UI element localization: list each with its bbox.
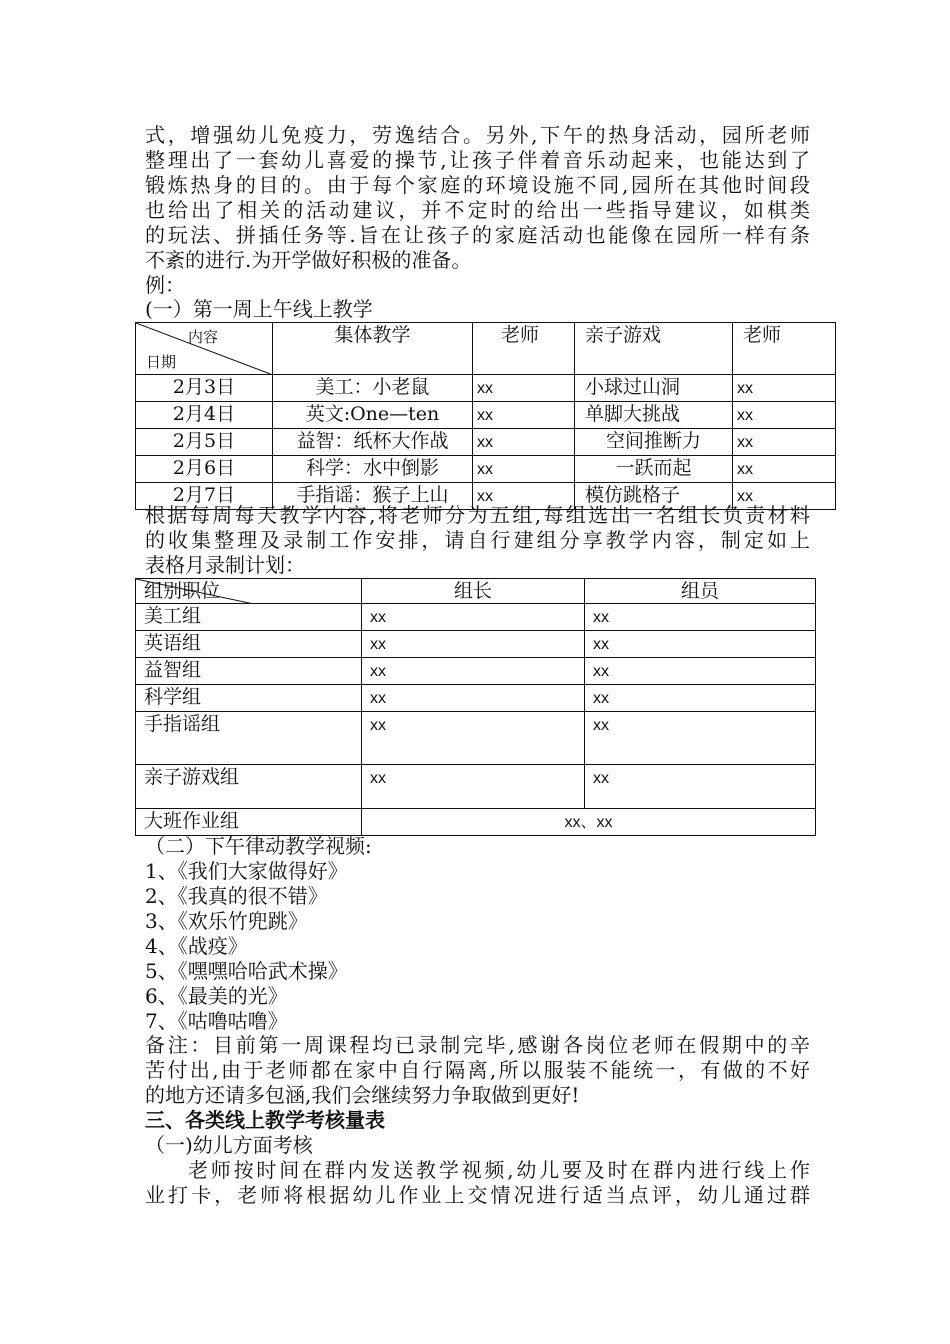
homework-members-cell: xx、xx (362, 809, 816, 836)
header-cell: 老师 (473, 323, 575, 375)
table-row (136, 402, 836, 429)
lesson-cell: 英文:One—ten (273, 402, 473, 429)
table-row (136, 712, 816, 765)
table-row (136, 765, 816, 809)
teacher-cell: xx (733, 429, 836, 456)
member-cell: xx (585, 685, 816, 712)
corner-cell (136, 323, 273, 375)
member-cell: xx (585, 658, 816, 685)
note-line: 备注：目前第一周课程均已录制完毕,感谢各岗位老师在假期中的辛 (145, 1033, 810, 1057)
intro-line: 不紊的进行.为开学做好积极的准备。 (145, 248, 472, 272)
table-row (136, 604, 816, 631)
game-cell: 小球过山洞 (575, 375, 733, 402)
intro-line: 式，增强幼儿免疫力，劳逸结合。另外,下午的热身活动，园所老师 (145, 123, 810, 147)
teacher-cell: xx (733, 375, 836, 402)
group-assignment-table (135, 578, 816, 836)
date-cell: 2月7日 (136, 483, 273, 510)
member-cell: xx (585, 604, 816, 631)
group-name-cell: 美工组 (136, 604, 362, 631)
video-item: 1、《我们大家做得好》 (145, 859, 348, 883)
week1-heading: (一）第一周上午线上教学 (145, 297, 373, 321)
video-item: 7、《咕噜咕噜》 (145, 1009, 288, 1033)
header-cell: 组长 (362, 579, 585, 604)
table-row (136, 658, 816, 685)
game-cell: 空间推断力 (575, 429, 733, 456)
video-item: 3、《欢乐竹兜跳》 (145, 909, 308, 933)
lesson-cell: 科学：水中倒影 (273, 456, 473, 483)
member-cell: xx (585, 712, 816, 765)
section3-subtitle: （一)幼儿方面考核 (145, 1133, 313, 1157)
corner-top-label: 内容 (188, 328, 219, 346)
date-cell: 2月3日 (136, 375, 273, 402)
video-item: 6、《最美的光》 (145, 984, 288, 1008)
corner-cell (136, 579, 362, 604)
teacher-cell: xx (733, 456, 836, 483)
group-line: 表格月录制计划： (145, 553, 305, 577)
teacher-cell: xx (473, 483, 575, 510)
teacher-cell: xx (473, 429, 575, 456)
game-cell: 一跃而起 (575, 456, 733, 483)
header-cell: 组员 (585, 579, 816, 604)
note-line: 苦付出,由于老师都在家中自行隔离,所以服装不能统一，有做的不好 (145, 1058, 810, 1082)
date-cell: 2月5日 (136, 429, 273, 456)
game-cell: 单脚大挑战 (575, 402, 733, 429)
group-line: 的收集整理及录制工作安排，请自行建组分享教学内容，制定如上 (145, 528, 810, 552)
week1-schedule-table (135, 322, 836, 510)
intro-line: 也给出了相关的活动建议，并不定时的给出一些指导建议，如棋类 (145, 198, 810, 222)
teacher-cell: xx (473, 375, 575, 402)
group-name-cell: 益智组 (136, 658, 362, 685)
leader-cell: xx (362, 631, 585, 658)
teacher-cell: xx (473, 402, 575, 429)
date-cell: 2月4日 (136, 402, 273, 429)
table-row (136, 809, 816, 836)
member-cell: xx (585, 631, 816, 658)
leader-cell: xx (362, 604, 585, 631)
note-line: 的地方还请多包涵,我们会继续努力争取做到更好! (145, 1083, 580, 1107)
header-cell: 亲子游戏 (575, 323, 733, 375)
corner-bottom-label: 日期 (146, 353, 177, 371)
video-item: 4、《战疫》 (145, 934, 248, 958)
group-line: 根据每周每天教学内容,将老师分为五组,每组选出一名组长负责材料 (145, 503, 810, 527)
teacher-cell: xx (733, 402, 836, 429)
video-item: 2、《我真的很不错》 (145, 884, 328, 908)
table-row (136, 631, 816, 658)
group-name-cell: 手指谣组 (136, 712, 362, 765)
date-cell: 2月6日 (136, 456, 273, 483)
group-name-cell: 大班作业组 (136, 809, 362, 836)
leader-cell: xx (362, 712, 585, 765)
lesson-cell: 益智：纸杯大作战 (273, 429, 473, 456)
video-heading: （二）下午律动教学视频: (145, 834, 372, 858)
leader-cell: xx (362, 765, 585, 809)
table-row (136, 429, 836, 456)
final-line: 老师按时间在群内发送教学视频,幼儿要及时在群内进行线上作 (188, 1158, 810, 1182)
intro-line: 的玩法、拼插任务等.旨在让孩子的家庭活动也能像在园所一样有条 (145, 223, 810, 247)
group-name-cell: 亲子游戏组 (136, 765, 362, 809)
leader-cell: xx (362, 685, 585, 712)
intro-line: 锻炼热身的目的。由于每个家庭的环境设施不同,园所在其他时间段 (145, 173, 810, 197)
table-header-row (136, 579, 816, 604)
game-cell: 模仿跳格子 (575, 483, 733, 510)
header-cell: 老师 (733, 323, 836, 375)
example-label: 例： (145, 273, 185, 297)
lesson-cell: 手指谣：猴子上山 (273, 483, 473, 510)
table-row (136, 375, 836, 402)
final-line: 业打卡，老师将根据幼儿作业上交情况进行适当点评，幼儿通过群 (145, 1183, 810, 1207)
teacher-cell: xx (733, 483, 836, 510)
table-row (136, 456, 836, 483)
leader-cell: xx (362, 658, 585, 685)
video-item: 5、《嘿嘿哈哈武术操》 (145, 959, 348, 983)
section3-title: 三、各类线上教学考核量表 (145, 1108, 385, 1132)
intro-line: 整理出了一套幼儿喜爱的操节,让孩子伴着音乐动起来，也能达到了 (145, 148, 810, 172)
group-name-cell: 英语组 (136, 631, 362, 658)
table-row (136, 685, 816, 712)
teacher-cell: xx (473, 456, 575, 483)
member-cell: xx (585, 765, 816, 809)
group-name-cell: 科学组 (136, 685, 362, 712)
lesson-cell: 美工：小老鼠 (273, 375, 473, 402)
table-header-row (136, 323, 836, 375)
corner-label: 组别职位 (144, 580, 221, 602)
header-cell: 集体教学 (273, 323, 473, 375)
